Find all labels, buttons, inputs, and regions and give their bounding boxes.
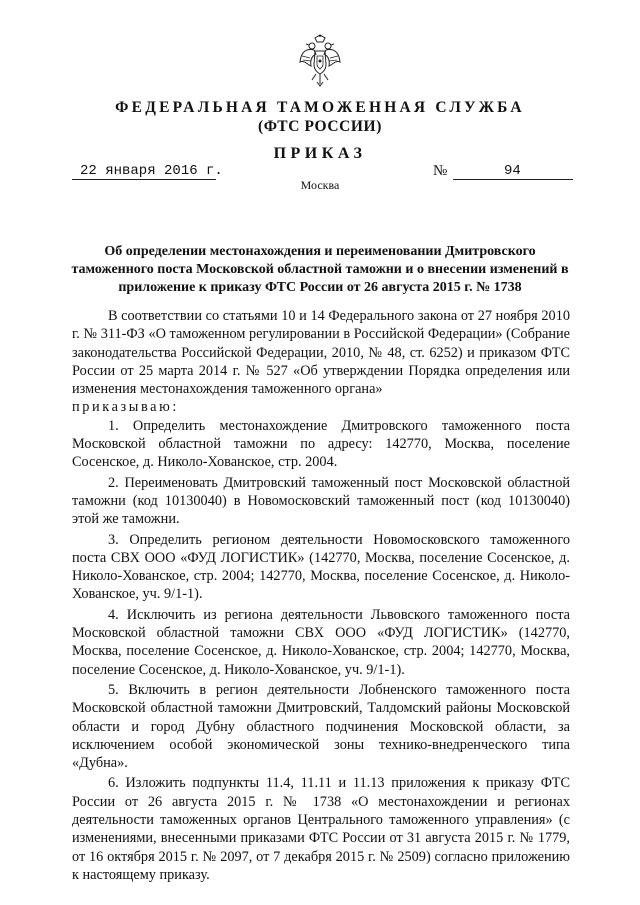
order-item-2: 2. Переименовать Дмитровский таможенный пост Московской областной таможни (код 10130040) в Новомосковский таможенный пост (код 10130040) этой же таможни. [72,474,570,528]
document-type: ПРИКАЗ [273,145,367,162]
order-verb: приказываю: [72,399,179,416]
document-number: 94 [504,163,521,179]
agency-short-name: (ФТС РОССИИ) [258,118,382,135]
order-item-5: 5. Включить в регион деятельности Лобненского таможенного поста Московской областной таможни Дмитровский, Талдомский районы Московской области и город Дубну областного подчинения Московской области, за исключением особой экономической зоны технико-внедренческого типа «Дубна». [72,681,570,772]
document-title: Об определении местонахождения и переименовании Дмитровского таможенного поста Московской областной таможни и о внесении изменений в приложение к приказу ФТС России от 26 августа 2015 г. № 1738 [71,244,569,295]
number-sign: № [433,163,448,179]
document-body [72,307,570,884]
preamble-paragraph: В соответствии со статьями 10 и 14 Федерального закона от 27 ноября 2010 г. № 311-ФЗ «О таможенном регулировании в Российской Федерации» (Собрание законодательства Российской Федерации, 2010, № 48, ст. 6252) и приказом ФТС России от 25 марта 2014 г. № 527 «Об утверждении Порядка определения или изменения местонахождения таможенного органа» [72,308,570,398]
document-city: Москва [300,178,340,192]
coat-of-arms-icon [298,34,342,88]
order-item-3: 3. Определить регионом деятельности Новомосковского таможенного поста СВХ ООО «ФУД ЛОГИСТИК» (142770, Москва, поселение Сосенское, д. Николо-Хованское, стр. 2004; 142770, Москва, поселение Сосенское, д. Николо-Хованское, уч. 9/1-1). [72,531,570,603]
agency-name: ФЕДЕРАЛЬНАЯ ТАМОЖЕННАЯ СЛУЖБА [115,99,525,116]
document-date: 22 января 2016 г. [80,163,223,179]
order-item-1: 1. Определить местонахождение Дмитровского таможенного поста Московской областной таможни по адресу: 142770, Москва, поселение Сосенское, д. Николо-Хованское, стр. 2004. [72,417,570,471]
order-item-4: 4. Исключить из региона деятельности Львовского таможенного поста Московской областной таможни СВХ ООО «ФУД ЛОГИСТИК» (142770, Москва, поселение Сосенское, д. Николо-Хованское, стр. 2004; 142770, Москва, поселение Сосенское, д. Николо-Хованское, уч. 9/1-1). [72,606,570,678]
order-item-6: 6. Изложить подпункты 11.4, 11.11 и 11.13 приложения к приказу ФТС России от 26 августа 2015 г. № 1738 «О местонахождении и регионах деятельности таможенных органов Центрального таможенного управления» (с изменениями, внесенными приказами ФТС России от 31 августа 2015 г. № 1779, от 16 октября 2015 г. № 2097, от 7 декабря 2015 г. № 2509) согласно приложению к настоящему приказу. [72,775,570,883]
